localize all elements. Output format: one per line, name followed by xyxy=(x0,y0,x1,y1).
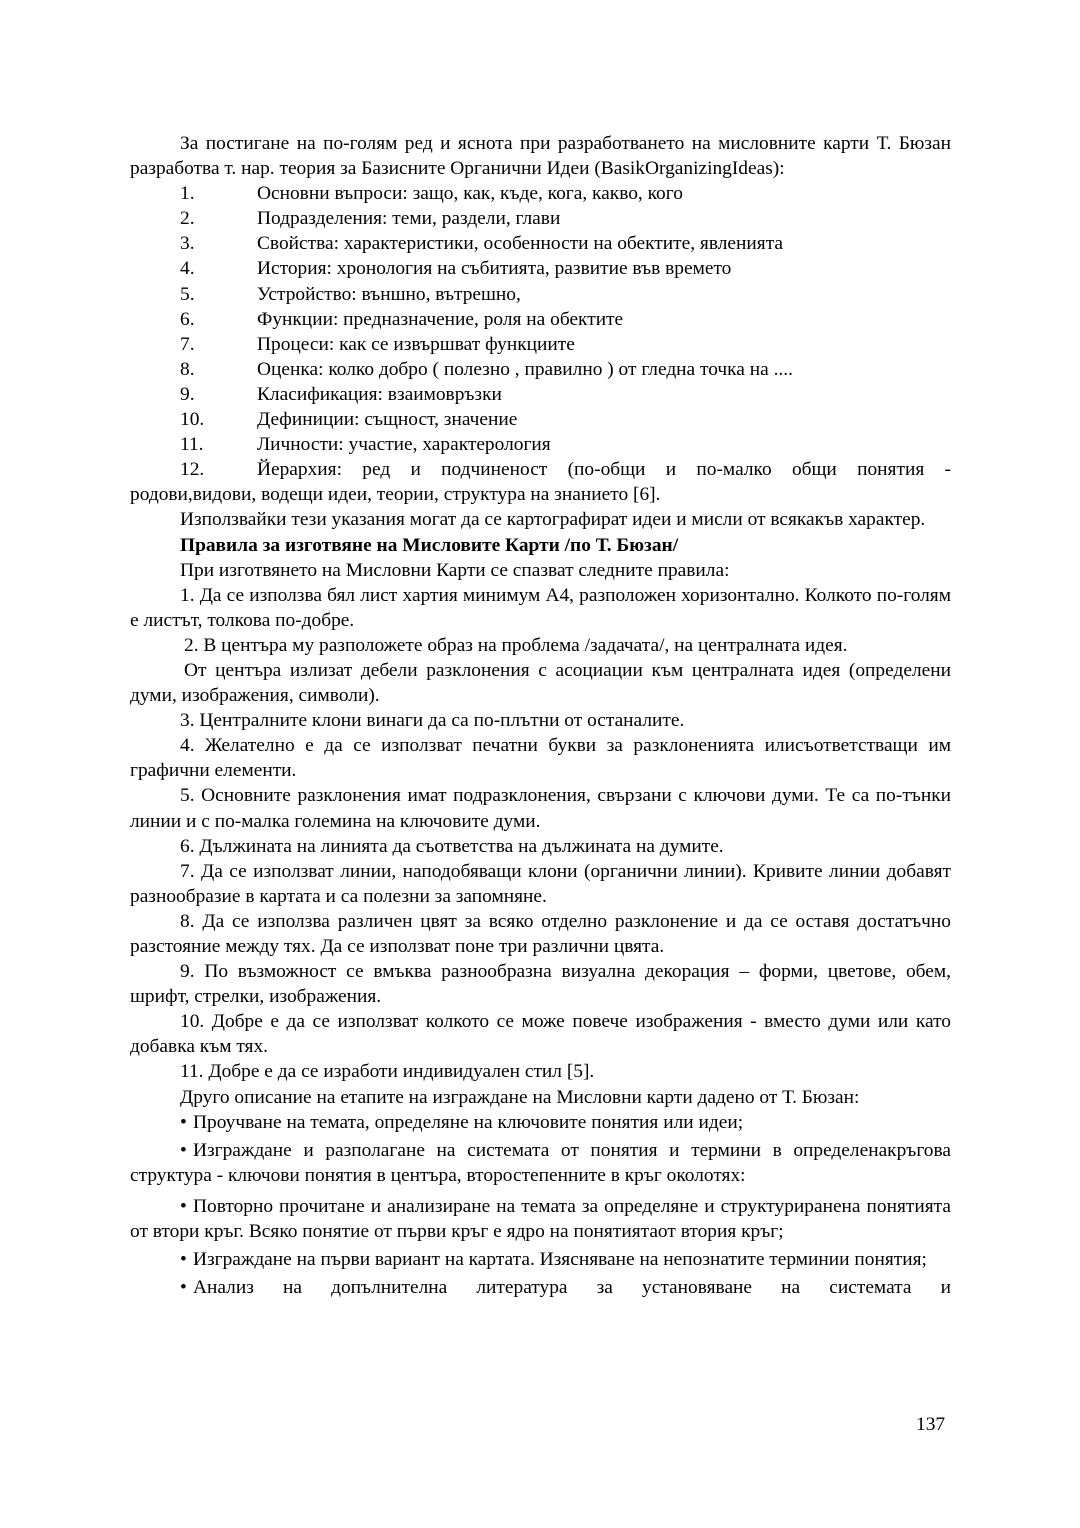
list-item xyxy=(180,282,951,307)
rules-intro: При изготвянето на Мисловни Карти се спазват следните правила: xyxy=(180,559,730,581)
list-item-number: 7. xyxy=(180,333,195,355)
list-item-number: 8. xyxy=(180,358,195,380)
list-item xyxy=(180,432,951,457)
list-item xyxy=(180,357,951,382)
list-item-text: Свойства: характеристики, особенности на обектите, явленията xyxy=(257,233,784,255)
list-item-text: Дефиниции: същност, значение xyxy=(257,409,518,431)
bullet-text: Анализ на допълнителна литература за установяване на системата и xyxy=(193,1277,951,1299)
bullet-text: Повторно прочитане и анализиране на темата за определяне и структуриранена понятията от втори кръг. Всяко понятие от първи кръг е ядро на понятиятаот втория кръг; xyxy=(130,1195,951,1243)
list-item-text: Функции: предназначение, роля на обектите xyxy=(257,308,624,330)
page-number: 137 xyxy=(916,1414,946,1435)
list-item xyxy=(180,307,951,332)
list-item xyxy=(180,256,951,281)
rule-6: 6. Дължината на линията да съответства на дължината на думите. xyxy=(180,835,724,857)
list-item xyxy=(180,457,951,482)
list-item-number: 3. xyxy=(180,233,195,255)
bullet-icon: • xyxy=(180,1277,187,1299)
rule-1: 1. Да се използва бял лист хартия минимум А4, разположен хоризонтално. Колкото по-голям е листът, толкова по-добре. xyxy=(130,584,951,631)
list-item xyxy=(180,206,951,231)
list-item xyxy=(130,1194,951,1244)
stages-intro: Друго описание на етапите на изграждане на Мисловни карти дадено от Т. Бюзан: xyxy=(180,1086,860,1108)
list-item xyxy=(180,231,951,256)
list-item xyxy=(130,1110,951,1135)
bullet-text: Проучване на темата, определяне на ключовите понятия или идеи; xyxy=(193,1111,744,1133)
list-item xyxy=(180,181,951,206)
list-item-text: Процеси: как се извършват функциите xyxy=(257,333,575,355)
list-item-text: История: хронология на събитията, развитие във времето xyxy=(257,258,732,280)
bullet-icon: • xyxy=(180,1139,187,1161)
list-item-number: 1. xyxy=(180,183,195,205)
rule-9: 9. По възможност се вмъква разнообразна визуална декорация – форми, цветове, обем, шрифт, стрелки, изображения. xyxy=(130,961,951,1008)
list-item-text: Класификация: взаимовръзки xyxy=(257,383,502,405)
list-item xyxy=(130,1247,951,1272)
rule-11: 11. Добре е да се изработи индивидуален стил [5]. xyxy=(180,1061,595,1083)
rule-10: 10. Добре е да се използват колкото се може повече изображения - вместо думи или като добавка към тях. xyxy=(130,1011,951,1058)
list-item xyxy=(180,382,951,407)
list-item-number: 5. xyxy=(180,283,195,305)
boi-list xyxy=(130,181,951,507)
bullet-icon: • xyxy=(180,1249,187,1271)
list-item-number: 4. xyxy=(180,258,195,280)
bullet-text: Изграждане на първи вариант на картата. Изясняване на непознатите терминии понятия; xyxy=(193,1249,927,1271)
rule-7: 7. Да се използват линии, наподобяващи клони (органични линии). Кривите линии добавят разнообразие в картата и са полезни за запомняне. xyxy=(130,860,951,907)
rule-2-continuation: От центъра излизат дебели разклонения с асоциации към централната идея (определени думи, изображения, символи). xyxy=(130,659,951,707)
list-item xyxy=(180,332,951,357)
rule-5: 5. Основните разклонения имат подразклонения, свързани с ключови думи. Те са по-тънки линии и с по-малка големина на ключовите думи. xyxy=(130,785,951,832)
list-item xyxy=(180,407,951,432)
list-item xyxy=(130,1275,951,1300)
bullet-icon: • xyxy=(180,1195,187,1217)
usage-paragraph: Използвайки тези указания могат да се картографират идеи и мисли от всякакъв характер. xyxy=(180,509,926,531)
rule-3: 3. Централните клони винаги да са по-плътни от останалите. xyxy=(180,710,685,732)
list-item-text: Основни въпроси: защо, как, къде, кога, какво, кого xyxy=(257,183,683,205)
rule-4: 4. Желателно е да се използват печатни букви за разклоненията илисъответстващи им графични елементи. xyxy=(130,735,951,782)
list-item-number: 10. xyxy=(180,409,205,431)
rule-2: 2. В центъра му разположете образ на проблема /задачата/, на централната идея. xyxy=(184,634,848,656)
list-item-text: Устройство: външно, вътрешно, xyxy=(257,283,521,305)
list-item-number: 9. xyxy=(180,383,195,405)
list-item xyxy=(130,1138,951,1188)
intro-paragraph: За постигане на по-голям ред и яснота при разработването на мисловните карти Т. Бюзан разработва т. нар. теория за Базисните Органични Идеи (BasikOrganizingIdeas): xyxy=(130,133,951,180)
bullet-icon: • xyxy=(180,1111,187,1133)
list-item-number: 6. xyxy=(180,308,195,330)
list-item-text: Оценка: колко добро ( полезно , правилно ) от гледна точка на .... xyxy=(257,358,793,380)
bullet-text: Изграждане и разполагане на системата от понятия и термини в определенакръгова структура - ключови понятия в центъра, второстепенните в кръг околотях: xyxy=(130,1139,951,1186)
list-item-text: Подразделения: теми, раздели, глави xyxy=(257,208,561,230)
list-item-text: Йерархия: ред и подчиненост (по-общи и по-малко общи понятия - xyxy=(257,459,951,481)
list-item-text: Личности: участие, характерология xyxy=(257,434,551,456)
rules-heading: Правила за изготвяне на Мисловите Карти /по Т. Бюзан/ xyxy=(180,534,679,556)
rule-8: 8. Да се използва различен цвят за всяко отделно разклонение и да се оставя достатъчно разстояние между тях. Да се използват поне три различни цвята. xyxy=(130,910,951,957)
list-item-continuation: родови,видови, водещи идеи, теории, структура на знанието [6]. xyxy=(130,484,661,506)
list-item-number: 12. xyxy=(180,459,205,481)
list-item-number: 11. xyxy=(180,434,204,456)
document-page xyxy=(130,131,951,1300)
list-item-number: 2. xyxy=(180,208,195,230)
